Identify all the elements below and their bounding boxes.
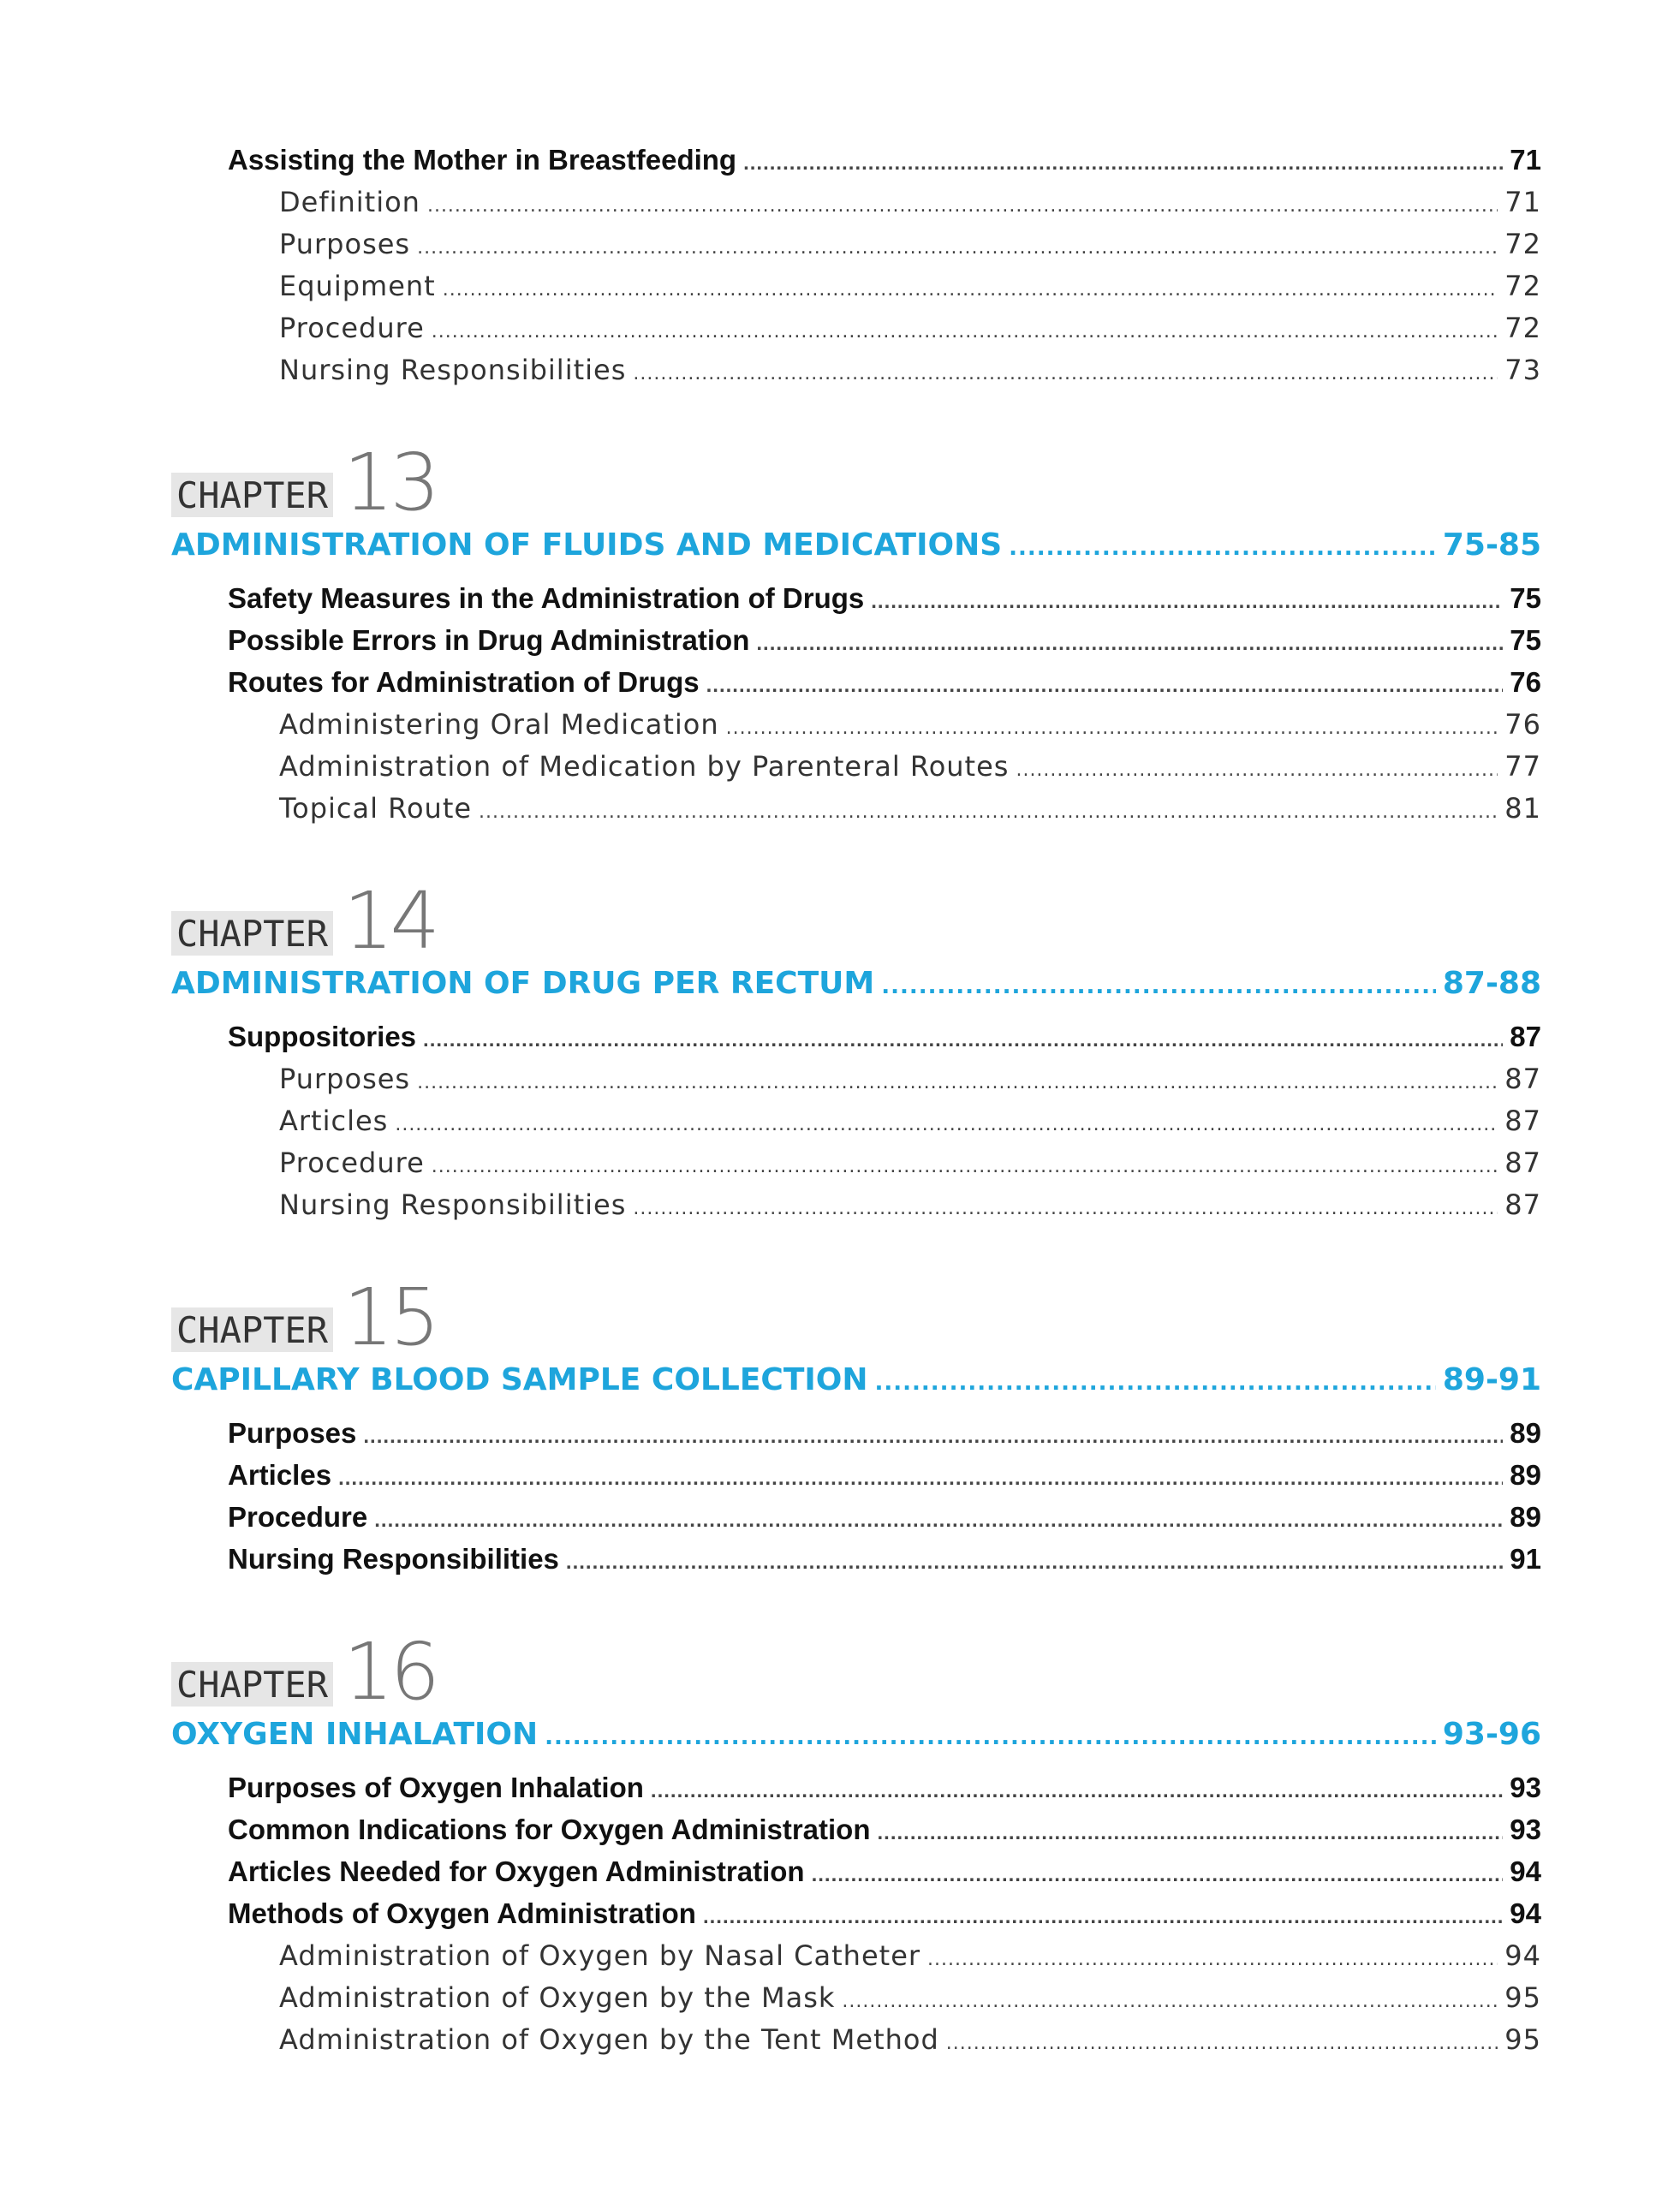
intro-section (171, 144, 1541, 396)
toc-entry-main[interactable] (171, 582, 1541, 624)
dot-leader (842, 1991, 1498, 2012)
entry-label: Safety Measures in the Administration of Drugs (228, 582, 865, 614)
entry-page: 87 (1504, 1147, 1541, 1179)
dot-leader (338, 1467, 1503, 1491)
chapter-entries (171, 1417, 1541, 1585)
dot-leader (875, 1370, 1436, 1396)
entry-page: 75 (1510, 624, 1541, 656)
entry-label: Topical Route (279, 792, 473, 825)
entry-page: 87 (1504, 1105, 1541, 1137)
chapter-section (171, 435, 1541, 834)
dot-leader (566, 1551, 1503, 1575)
entry-page: 94 (1510, 1855, 1541, 1887)
chapter-title: OXYGEN INHALATION (171, 1717, 539, 1752)
entry-label: Articles Needed for Oxygen Administration (228, 1855, 805, 1887)
chapter-heading (171, 1270, 1541, 1363)
entry-page: 87 (1504, 1063, 1541, 1095)
dot-leader (417, 1072, 1498, 1093)
toc-entry-sub[interactable] (171, 312, 1541, 354)
dot-leader (479, 801, 1498, 823)
toc-entry-sub[interactable] (171, 1105, 1541, 1147)
toc-entry-main[interactable] (171, 144, 1541, 186)
toc-entry-sub[interactable] (171, 1188, 1541, 1230)
entry-page: 94 (1504, 1939, 1541, 1972)
toc-entry-sub[interactable] (171, 1981, 1541, 2023)
entry-label: Articles (228, 1459, 332, 1491)
dot-leader (427, 195, 1498, 217)
toc-entry-main[interactable] (171, 1814, 1541, 1855)
entry-page: 93 (1510, 1772, 1541, 1803)
toc-entry-sub[interactable] (171, 2023, 1541, 2065)
chapter-word: CHAPTER (171, 1662, 333, 1707)
entry-label: Administration of Oxygen by the Tent Method (279, 2023, 939, 2056)
entry-label: Purposes (228, 1417, 357, 1449)
entry-label: Routes for Administration of Drugs (228, 666, 700, 698)
chapter-number: 15 (343, 1272, 438, 1363)
toc-entry-sub[interactable] (171, 354, 1541, 396)
entry-label: Nursing Responsibilities (279, 1188, 627, 1221)
toc-entry-sub[interactable] (171, 792, 1541, 834)
chapter-word: CHAPTER (171, 1307, 333, 1352)
chapter-word: CHAPTER (171, 473, 333, 517)
chapter-page-range: 75-85 (1442, 527, 1541, 563)
entry-label: Assisting the Mother in Breastfeeding (228, 144, 737, 176)
chapter-title: ADMINISTRATION OF FLUIDS AND MEDICATIONS (171, 527, 1003, 563)
toc-entry-sub[interactable] (171, 1939, 1541, 1981)
entry-page: 91 (1510, 1543, 1541, 1575)
entry-page: 73 (1504, 354, 1541, 386)
dot-leader (374, 1509, 1503, 1533)
entry-page: 81 (1504, 792, 1541, 825)
dot-leader (871, 590, 1503, 614)
toc-entry-sub[interactable] (171, 270, 1541, 312)
entry-page: 87 (1510, 1021, 1541, 1052)
dot-leader (881, 974, 1436, 999)
entry-page: 87 (1504, 1188, 1541, 1221)
entry-label: Nursing Responsibilities (228, 1543, 559, 1575)
entry-page: 76 (1510, 666, 1541, 698)
entry-label: Purposes of Oxygen Inhalation (228, 1772, 644, 1803)
entry-page: 71 (1510, 144, 1541, 176)
toc-entry-main[interactable] (171, 1417, 1541, 1459)
dot-leader (443, 279, 1498, 301)
entry-label: Purposes (279, 228, 411, 260)
dot-leader (395, 1114, 1498, 1135)
entry-page: 89 (1510, 1459, 1541, 1491)
dot-leader (706, 674, 1504, 698)
chapter-title: CAPILLARY BLOOD SAMPLE COLLECTION (171, 1362, 868, 1397)
entry-page: 93 (1510, 1814, 1541, 1845)
entry-page: 75 (1510, 582, 1541, 614)
chapter-page-range: 93-96 (1442, 1717, 1541, 1752)
chapter-entries (171, 582, 1541, 834)
entry-page: 95 (1504, 2023, 1541, 2056)
entry-label: Purposes (279, 1063, 411, 1095)
dot-leader (545, 1724, 1436, 1750)
toc-entry-sub[interactable] (171, 228, 1541, 270)
entry-label: Administration of Medication by Parenteral Routes (279, 750, 1010, 783)
toc-entry-sub[interactable] (171, 1147, 1541, 1188)
entry-label: Administration of Oxygen by the Mask (279, 1981, 836, 2014)
chapter-entries (171, 1772, 1541, 2065)
chapter-title-entry[interactable] (171, 1717, 1541, 1770)
toc-entry-main[interactable] (171, 1459, 1541, 1501)
chapter-page-range: 87-88 (1442, 966, 1541, 1001)
toc-entry-sub[interactable] (171, 708, 1541, 750)
chapter-title-entry[interactable] (171, 527, 1541, 581)
table-of-contents (171, 144, 1541, 2065)
dot-leader (633, 363, 1498, 384)
entry-label: Definition (279, 186, 420, 218)
chapter-title: ADMINISTRATION OF DRUG PER RECTUM (171, 966, 875, 1001)
entry-label: Methods of Oxygen Administration (228, 1897, 696, 1929)
entry-page: 71 (1504, 186, 1541, 218)
entry-label: Equipment (279, 270, 436, 302)
entry-label: Common Indications for Oxygen Administration (228, 1814, 871, 1845)
entry-page: 77 (1504, 750, 1541, 783)
entry-label: Suppositories (228, 1021, 417, 1052)
chapter-number: 14 (343, 875, 438, 967)
toc-entry-main[interactable] (171, 1855, 1541, 1897)
chapter-heading (171, 873, 1541, 967)
dot-leader (812, 1863, 1504, 1887)
toc-entry-sub[interactable] (171, 750, 1541, 792)
entry-label: Articles (279, 1105, 389, 1137)
dot-leader (703, 1905, 1503, 1929)
entry-page: 72 (1504, 228, 1541, 260)
toc-entry-main[interactable] (171, 1543, 1541, 1585)
chapter-heading (171, 435, 1541, 528)
entry-page: 89 (1510, 1417, 1541, 1449)
dot-leader (927, 1949, 1498, 1970)
chapter-section (171, 873, 1541, 1230)
chapter-word: CHAPTER (171, 911, 333, 956)
toc-entry-main[interactable] (171, 1501, 1541, 1543)
entry-label: Possible Errors in Drug Administration (228, 624, 750, 656)
entry-label: Procedure (228, 1501, 368, 1533)
chapter-page-range: 89-91 (1442, 1362, 1541, 1397)
chapter-title-entry[interactable] (171, 1362, 1541, 1415)
chapter-title-entry[interactable] (171, 966, 1541, 1019)
entry-page: 72 (1504, 270, 1541, 302)
toc-entry-sub[interactable] (171, 186, 1541, 228)
chapter-section (171, 1270, 1541, 1585)
toc-entry-main[interactable] (171, 1772, 1541, 1814)
entry-label: Procedure (279, 312, 425, 344)
dot-leader (1016, 759, 1498, 781)
chapter-list (171, 435, 1541, 2065)
chapter-entries (171, 1021, 1541, 1230)
dot-leader (633, 1198, 1498, 1219)
dot-leader (363, 1425, 1503, 1449)
chapter-heading (171, 1624, 1541, 1718)
chapter-number: 13 (343, 437, 438, 528)
dot-leader (651, 1779, 1503, 1803)
toc-entry-main[interactable] (171, 666, 1541, 708)
entry-page: 72 (1504, 312, 1541, 344)
entry-label: Nursing Responsibilities (279, 354, 627, 386)
entry-label: Administration of Oxygen by Nasal Catheter (279, 1939, 921, 1972)
entry-page: 89 (1510, 1501, 1541, 1533)
toc-entry-main[interactable] (171, 624, 1541, 666)
toc-entry-sub[interactable] (171, 1063, 1541, 1105)
chapter-number: 16 (343, 1626, 438, 1718)
entry-page: 94 (1510, 1897, 1541, 1929)
entry-label: Procedure (279, 1147, 425, 1179)
dot-leader (726, 718, 1498, 739)
dot-leader (432, 1156, 1498, 1177)
dot-leader (1009, 535, 1436, 561)
dot-leader (417, 237, 1498, 259)
dot-leader (946, 2033, 1498, 2054)
entry-page: 95 (1504, 1981, 1541, 2014)
dot-leader (432, 321, 1498, 342)
toc-entry-main[interactable] (171, 1021, 1541, 1063)
chapter-section (171, 1624, 1541, 2065)
dot-leader (743, 152, 1503, 176)
toc-entry-main[interactable] (171, 1897, 1541, 1939)
dot-leader (423, 1028, 1503, 1052)
entry-page: 76 (1504, 708, 1541, 741)
dot-leader (756, 632, 1503, 656)
entry-label: Administering Oral Medication (279, 708, 719, 741)
dot-leader (878, 1821, 1504, 1845)
